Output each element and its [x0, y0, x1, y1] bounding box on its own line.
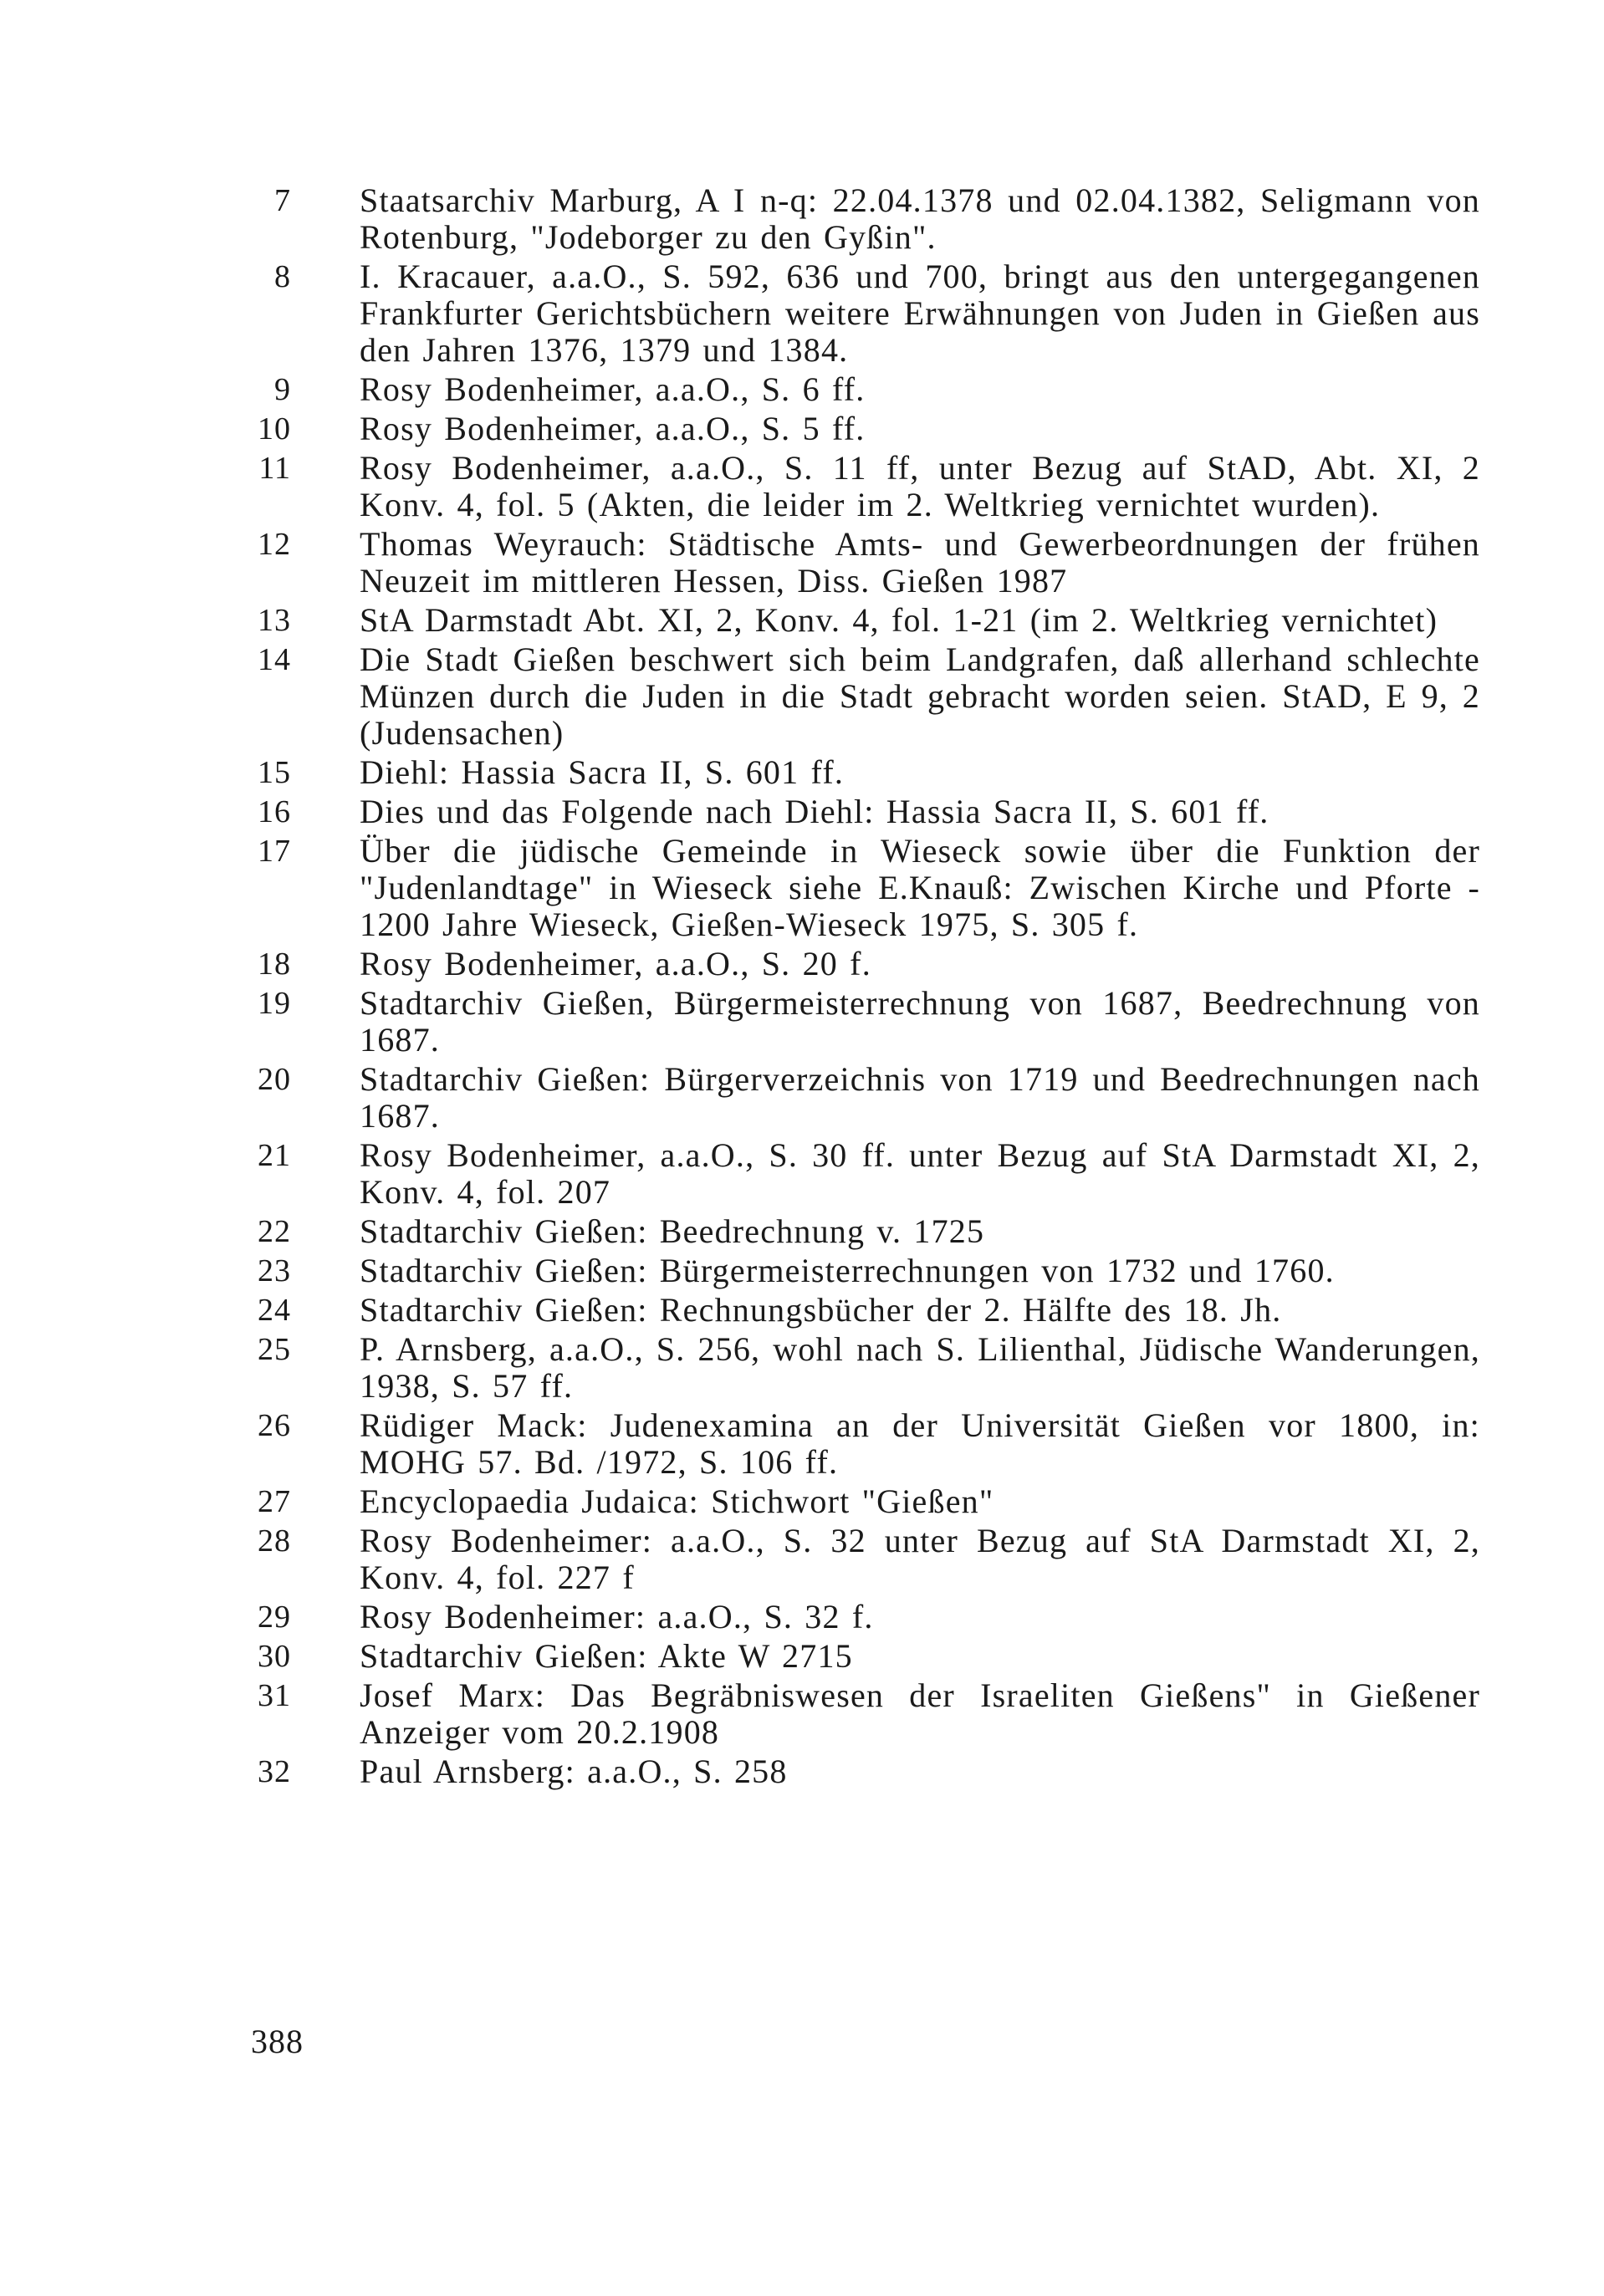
footnote-item — [234, 1253, 1489, 1289]
footnote-item — [234, 371, 1489, 408]
footnote-text: Rüdiger Mack: Judenexamina an der Universität Gießen vor 1800, in: MOHG 57. Bd. /1972, S. 106 ff. — [360, 1406, 1480, 1481]
footnote-text: Stadtarchiv Gießen: Akte W 2715 — [360, 1637, 853, 1675]
footnote-item — [234, 1407, 1489, 1481]
footnote-text: I. Kracauer, a.a.O., S. 592, 636 und 700, bringt aus den untergegangenen Frankfurter Gerichtsbüchern weitere Erwähnungen von Juden in Gießen aus den Jahren 1376, 1379 und 1384. — [360, 258, 1480, 369]
footnote-number: 14 — [258, 642, 291, 677]
footnote-text: Stadtarchiv Gießen: Bürgerverzeichnis von 1719 und Beedrechnungen nach 1687. — [360, 1060, 1480, 1135]
footnote-text: Encyclopaedia Judaica: Stichwort "Gießen" — [360, 1482, 994, 1520]
footnote-item — [234, 450, 1489, 523]
footnote-text: Rosy Bodenheimer, a.a.O., S. 5 ff. — [360, 410, 866, 447]
footnote-text: P. Arnsberg, a.a.O., S. 256, wohl nach S. Lilienthal, Jüdische Wanderungen, 1938, S. 57 ff. — [360, 1330, 1480, 1405]
footnote-item — [234, 1137, 1489, 1211]
footnote-item — [234, 641, 1489, 752]
footnote-item — [234, 1331, 1489, 1405]
footnote-text: Rosy Bodenheimer, a.a.O., S. 11 ff, unter Bezug auf StAD, Abt. XI, 2 Konv. 4, fol. 5 (Akten, die leider im 2. Weltkrieg vernichtet wurden). — [360, 449, 1480, 523]
footnote-item — [234, 1213, 1489, 1250]
footnote-number: 22 — [258, 1214, 291, 1249]
footnote-number: 26 — [258, 1408, 291, 1443]
footnote-number: 19 — [258, 986, 291, 1021]
footnote-item — [234, 1638, 1489, 1675]
footnote-text: Stadtarchiv Gießen: Bürgermeisterrechnungen von 1732 und 1760. — [360, 1252, 1335, 1289]
footnote-text: Die Stadt Gießen beschwert sich beim Landgrafen, daß allerhand schlechte Münzen durch die Juden in die Stadt gebracht worden seien. StAD, E 9, 2 (Judensachen) — [360, 640, 1480, 752]
footnote-number: 29 — [258, 1600, 291, 1635]
footnote-text: Rosy Bodenheimer: a.a.O., S. 32 unter Bezug auf StA Darmstadt XI, 2, Konv. 4, fol. 227 f — [360, 1522, 1480, 1596]
footnote-number: 9 — [274, 372, 291, 407]
footnote-text: Über die jüdische Gemeinde in Wieseck sowie über die Funktion der "Judenlandtage" in Wieseck siehe E.Knauß: Zwischen Kirche und Pforte - 1200 Jahre Wieseck, Gießen-Wieseck 1975, S. 305 f. — [360, 832, 1480, 943]
footnote-item — [234, 1061, 1489, 1135]
footnote-text: Thomas Weyrauch: Städtische Amts- und Gewerbeordnungen der frühen Neuzeit im mittleren Hessen, Diss. Gießen 1987 — [360, 525, 1480, 600]
footnote-item — [234, 833, 1489, 943]
footnote-text: Josef Marx: Das Begräbniswesen der Israeliten Gießens" in Gießener Anzeiger vom 20.2.1908 — [360, 1676, 1480, 1751]
footnote-text: Paul Arnsberg: a.a.O., S. 258 — [360, 1753, 788, 1790]
footnote-item — [234, 754, 1489, 791]
footnote-number: 11 — [258, 451, 291, 486]
footnote-number: 24 — [258, 1293, 291, 1328]
footnotes-list — [234, 182, 1489, 1793]
footnote-number: 20 — [258, 1062, 291, 1097]
footnote-number: 31 — [258, 1678, 291, 1713]
page-number: 388 — [251, 2023, 304, 2060]
footnote-item — [234, 793, 1489, 830]
footnote-number: 28 — [258, 1523, 291, 1559]
footnote-item — [234, 1483, 1489, 1520]
footnote-item — [234, 1523, 1489, 1596]
footnote-item — [234, 1677, 1489, 1751]
footnote-text: StA Darmstadt Abt. XI, 2, Konv. 4, fol. 1-21 (im 2. Weltkrieg vernichtet) — [360, 601, 1438, 639]
footnote-text: Dies und das Folgende nach Diehl: Hassia Sacra II, S. 601 ff. — [360, 793, 1269, 830]
footnote-text: Rosy Bodenheimer, a.a.O., S. 30 ff. unter Bezug auf StA Darmstadt XI, 2, Konv. 4, fol. 207 — [360, 1136, 1480, 1211]
footnote-number: 16 — [258, 794, 291, 829]
footnote-item — [234, 1599, 1489, 1635]
footnote-item — [234, 526, 1489, 600]
footnote-text: Rosy Bodenheimer: a.a.O., S. 32 f. — [360, 1598, 874, 1635]
footnote-number: 27 — [258, 1484, 291, 1519]
footnote-item — [234, 1292, 1489, 1329]
footnote-text: Staatsarchiv Marburg, A I n-q: 22.04.1378 und 02.04.1382, Seligmann von Rotenburg, "Jodeborger zu den Gyßin". — [360, 181, 1480, 256]
footnote-text: Stadtarchiv Gießen: Beedrechnung v. 1725 — [360, 1212, 985, 1250]
footnote-number: 32 — [258, 1754, 291, 1789]
footnote-number: 10 — [258, 411, 291, 446]
footnote-number: 18 — [258, 946, 291, 982]
footnote-item — [234, 985, 1489, 1059]
footnote-number: 25 — [258, 1332, 291, 1367]
footnote-number: 23 — [258, 1253, 291, 1288]
footnote-item — [234, 602, 1489, 639]
footnote-text: Stadtarchiv Gießen, Bürgermeisterrechnung von 1687, Beedrechnung von 1687. — [360, 984, 1480, 1059]
footnote-item — [234, 258, 1489, 369]
footnote-number: 21 — [258, 1138, 291, 1173]
footnote-item — [234, 411, 1489, 447]
footnote-number: 12 — [258, 527, 291, 562]
footnote-item — [234, 182, 1489, 256]
footnote-number: 8 — [274, 259, 291, 294]
footnote-item — [234, 1753, 1489, 1790]
footnote-number: 7 — [274, 183, 291, 218]
footnote-number: 13 — [258, 603, 291, 638]
footnote-text: Rosy Bodenheimer, a.a.O., S. 20 f. — [360, 945, 871, 982]
footnote-text: Diehl: Hassia Sacra II, S. 601 ff. — [360, 753, 845, 791]
footnote-number: 15 — [258, 755, 291, 790]
footnote-number: 30 — [258, 1639, 291, 1674]
footnote-item — [234, 946, 1489, 982]
footnote-text: Rosy Bodenheimer, a.a.O., S. 6 ff. — [360, 370, 866, 408]
footnote-number: 17 — [258, 834, 291, 869]
footnote-text: Stadtarchiv Gießen: Rechnungsbücher der 2. Hälfte des 18. Jh. — [360, 1291, 1282, 1329]
